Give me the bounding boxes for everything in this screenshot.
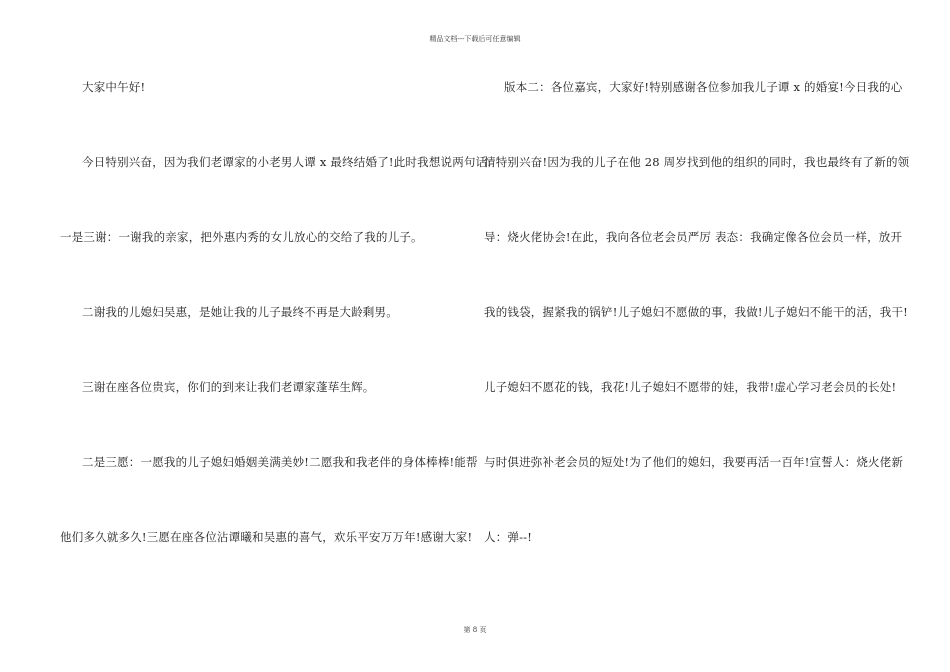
page-header: 精品文档---下载后可任意编辑 <box>429 35 521 43</box>
left-line-6: 二是三愿：一愿我的儿子媳妇婚姻美满美妙!二愿我和我老伴的身体棒棒!能帮 <box>82 455 478 469</box>
right-line-3: 导：烧火佬协会!在此，我向各位老会员严厉 表态：我确定像各位会员一样，放开 <box>484 230 903 244</box>
left-line-4: 二谢我的儿媳妇吴惠，是她让我的儿子最终不再是大龄剩男。 <box>82 305 398 319</box>
left-line-2: 今日特别兴奋，因为我们老谭家的小老男人谭 x 最终结婚了!此时我想说两句话: <box>82 155 492 169</box>
right-line-1: 版本二：各位嘉宾，大家好!特别感谢各位参加我儿子谭 x 的婚宴!今日我的心 <box>504 80 903 94</box>
page-number: 第 8 页 <box>463 626 487 634</box>
right-line-4: 我的钱袋，握紧我的锅铲!儿子媳妇不愿做的事，我做!儿子媳妇不能干的活，我干! <box>484 305 908 319</box>
right-line-6: 与时俱进弥补老会员的短处!为了他们的媳妇，我要再活一百年!宣誓人：烧火佬新 <box>484 455 904 469</box>
left-line-1: 大家中午好! <box>82 80 146 94</box>
left-line-3: 一是三谢：一谢我的亲家，把外惠内秀的女儿放心的交给了我的儿子。 <box>60 230 423 244</box>
right-line-2: 情特别兴奋!因为我的儿子在他 28 周岁找到他的组织的同时，我也最终有了新的领 <box>484 155 910 169</box>
left-line-7: 他们多久就多久!三愿在座各位沾谭曦和吴惠的喜气，欢乐平安万万年!感谢大家! <box>60 530 473 544</box>
right-line-7: 人：弹--! <box>484 530 533 544</box>
left-line-5: 三谢在座各位贵宾，你们的到来让我们老谭家蓬荜生辉。 <box>82 380 375 394</box>
right-line-5: 儿子媳妇不愿花的钱，我花!儿子媳妇不愿带的娃，我带!虚心学习老会员的长处! <box>484 380 897 394</box>
